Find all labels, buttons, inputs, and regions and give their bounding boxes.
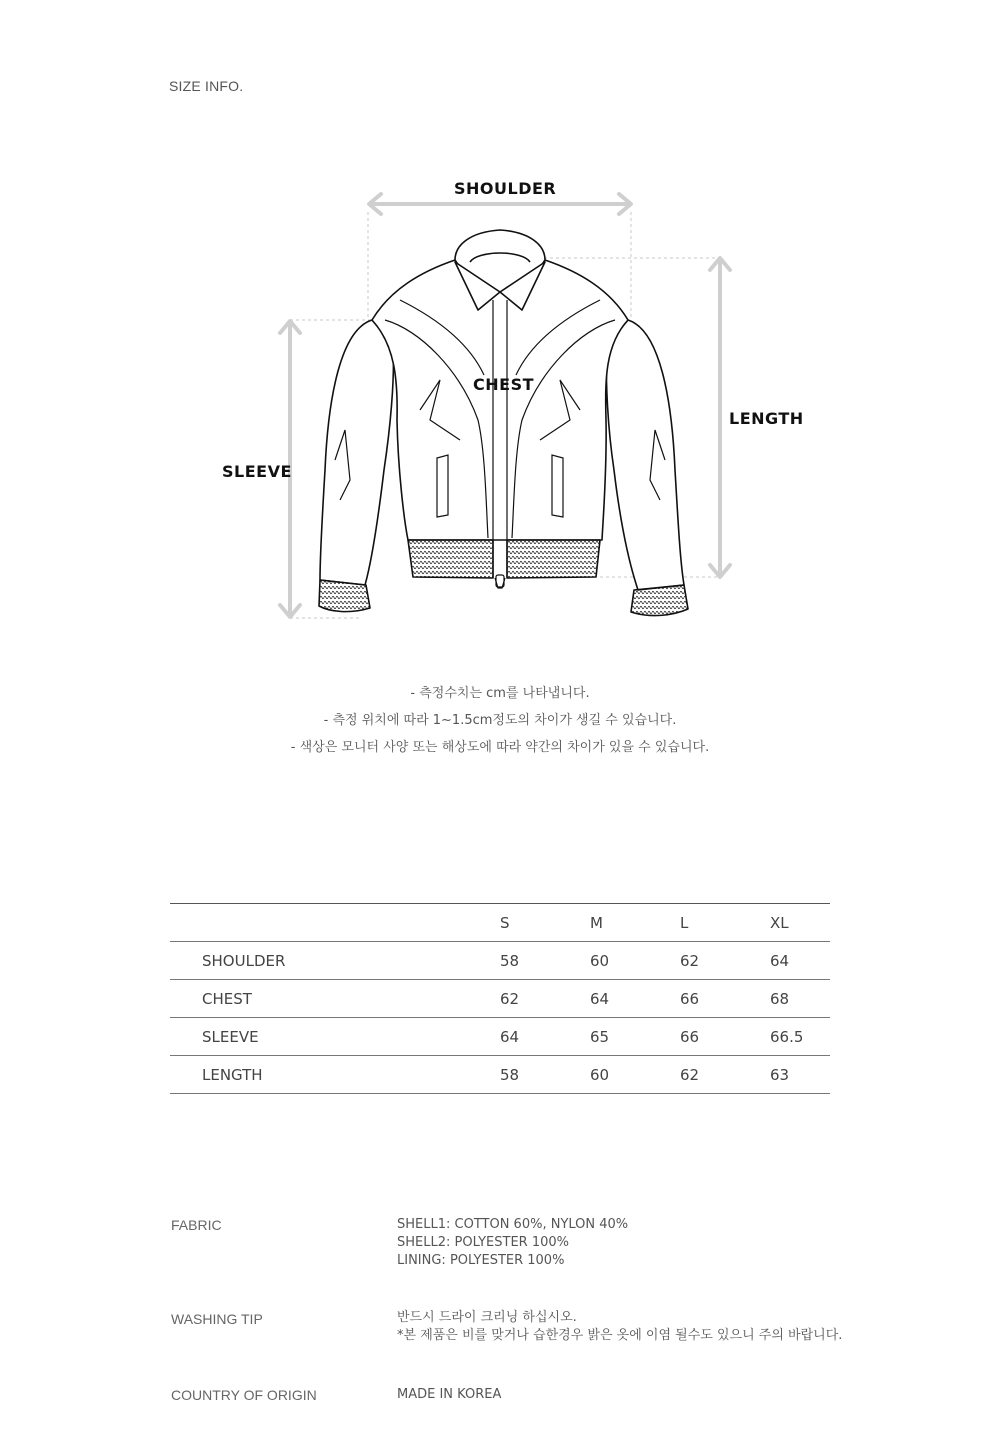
note-line: - 색상은 모니터 사양 또는 해상도에 따라 약간의 차이가 있을 수 있습니다. [290,740,710,755]
table-row [170,1056,830,1094]
table-row [170,942,830,980]
fabric-line: LINING: POLYESTER 100% [397,1253,565,1268]
table-cell: 62 [680,1065,700,1084]
table-cell: 66 [680,1027,700,1046]
table-cell: 64 [590,989,610,1008]
measurement-notes [0,680,1000,761]
note-line: - 측정 위치에 따라 1~1.5cm정도의 차이가 생길 수 있습니다. [323,713,677,728]
row-label: SHOULDER [202,951,286,970]
table-cell: 58 [500,951,520,970]
table-cell: 62 [680,951,700,970]
length-label: LENGTH [729,409,804,428]
table-cell: 60 [590,951,610,970]
table-row [170,980,830,1018]
fabric-line: SHELL1: COTTON 60%, NYLON 40% [397,1217,629,1232]
table-row [170,1018,830,1056]
header-xl: XL [770,913,789,932]
table-cell: 64 [770,951,790,970]
table-cell: 66 [680,989,700,1008]
fabric-label: FABRIC [171,1217,222,1233]
washing-line: *본 제품은 비를 맞거나 습한경우 밝은 옷에 이염 될수도 있으니 주의 바랍니다. [397,1328,843,1343]
table-cell: 60 [590,1065,610,1084]
header-l: L [680,913,689,932]
header-m: M [590,913,603,932]
row-label: SLEEVE [202,1027,259,1046]
washing-tip-label: WASHING TIP [171,1311,263,1327]
header-s: S [500,913,510,932]
table-cell: 63 [770,1065,790,1084]
table-cell: 64 [500,1027,520,1046]
table-cell: 65 [590,1027,610,1046]
jacket-measurement-diagram [0,160,1000,640]
size-table [170,903,830,1094]
fabric-value [397,1216,628,1270]
jacket-outline [319,230,688,616]
chest-label: CHEST [473,375,534,394]
note-line: - 측정수치는 cm를 나타냅니다. [410,686,590,701]
row-label: LENGTH [202,1065,263,1084]
size-info-title: SIZE INFO. [169,78,244,94]
country-of-origin-value: MADE IN KOREA [397,1387,502,1402]
jacket-illustration [0,160,1000,640]
washing-tip-value [397,1309,842,1345]
washing-line: 반드시 드라이 크리닝 하십시오. [397,1310,577,1325]
table-cell: 58 [500,1065,520,1084]
table-header-row [170,904,830,942]
table-cell: 62 [500,989,520,1008]
shoulder-label: SHOULDER [454,179,557,198]
fabric-line: SHELL2: POLYESTER 100% [397,1235,569,1250]
country-of-origin-label: COUNTRY OF ORIGIN [171,1387,317,1403]
row-label: CHEST [202,989,252,1008]
table-cell: 68 [770,989,790,1008]
sleeve-label: SLEEVE [222,462,292,481]
table-cell: 66.5 [770,1027,804,1046]
